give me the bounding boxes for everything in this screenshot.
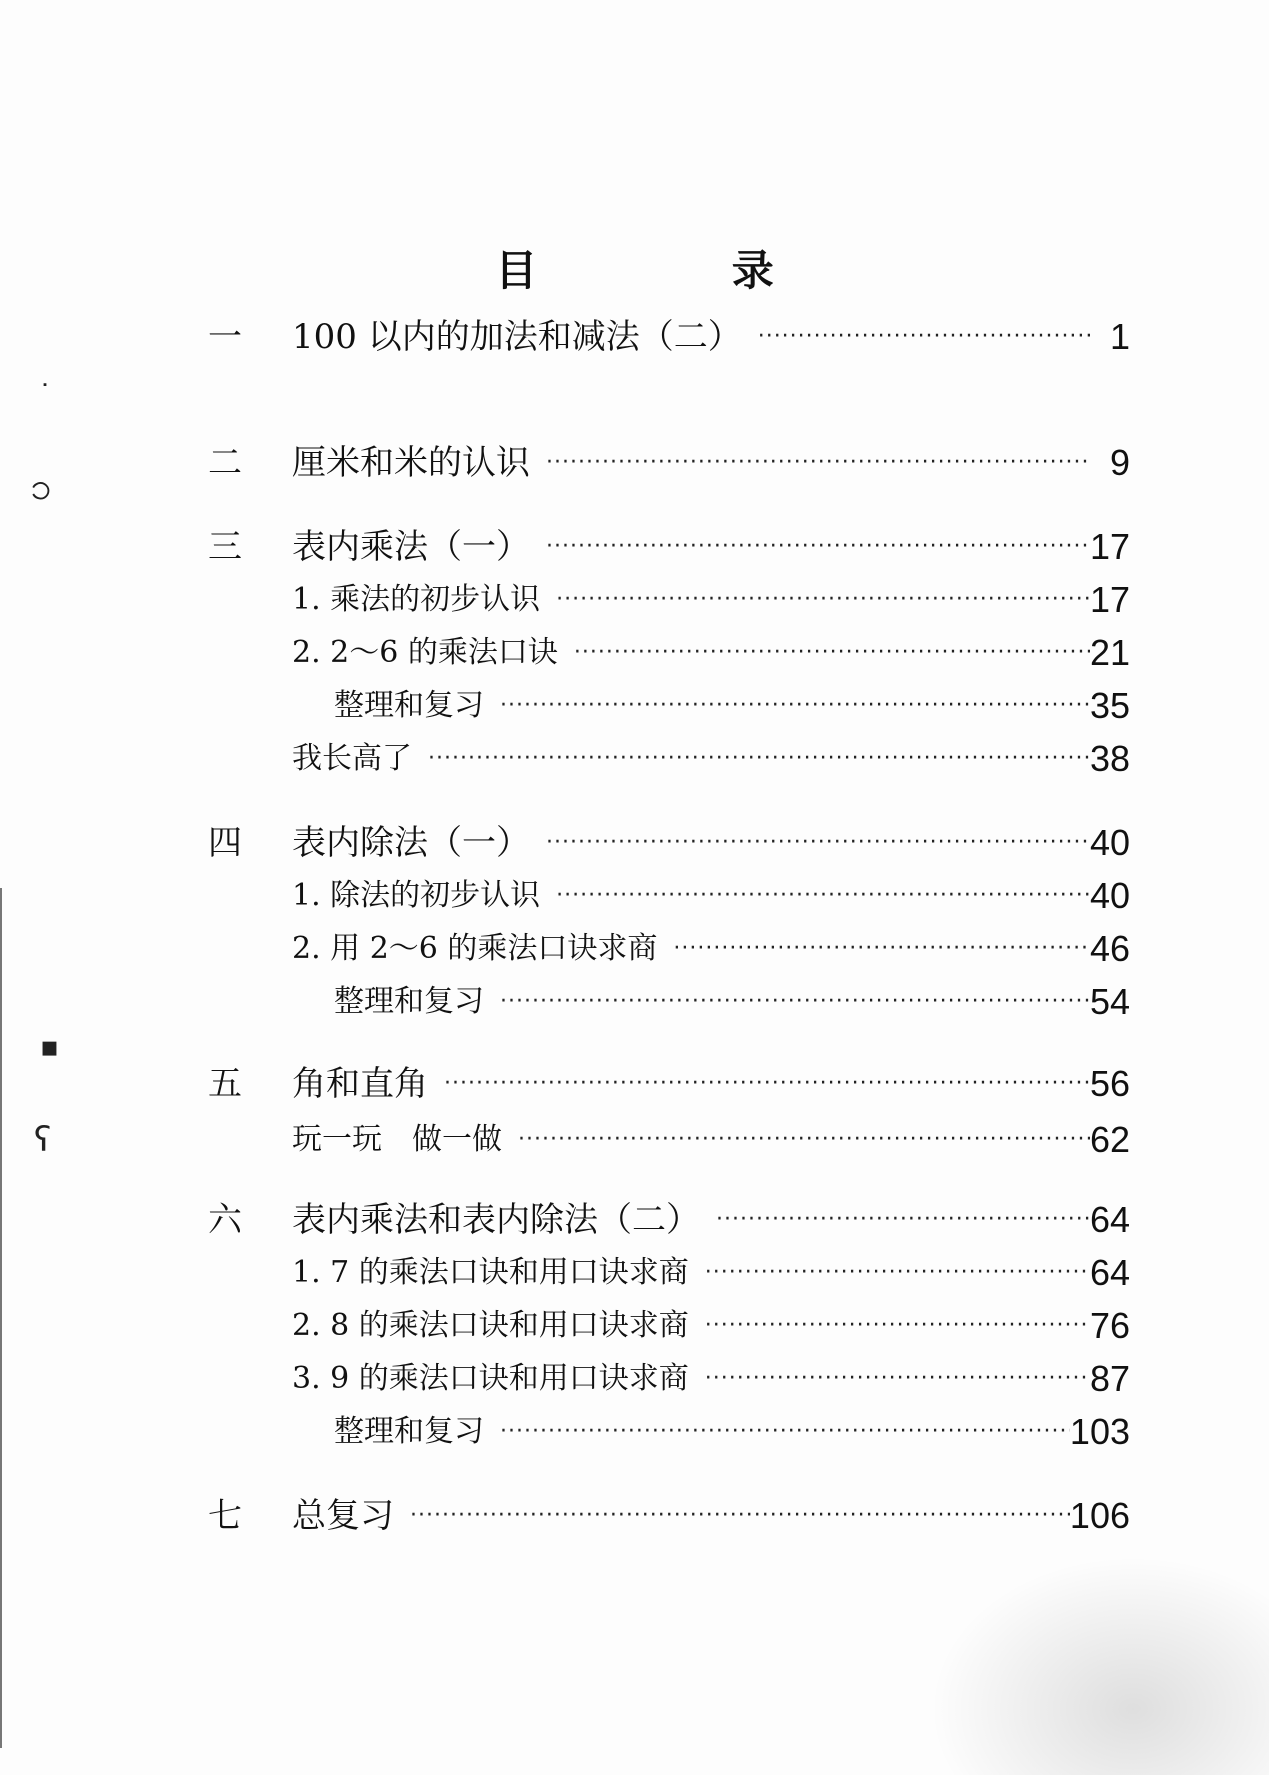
entry-page-number: 21	[1089, 632, 1130, 673]
leader-dots	[404, 1494, 1070, 1538]
toc-entry-section[interactable]	[334, 980, 1130, 1024]
entry-title: 2. 8 的乘法口诀和用口诀求商	[292, 1308, 689, 1343]
leader-dots	[568, 631, 1090, 675]
entry-page-number: 64	[1089, 1252, 1130, 1293]
chapter-number: 三	[208, 527, 242, 567]
margin-mark: ˙	[38, 378, 52, 411]
toc-entry-section[interactable]	[292, 737, 1130, 781]
margin-mark: ၁	[30, 464, 52, 508]
toc-entry-chapter[interactable]	[208, 1198, 1130, 1242]
toc-entry-section[interactable]	[292, 1304, 1130, 1348]
entry-page-number: 17	[1089, 579, 1130, 620]
margin-mark: ʕ	[34, 1120, 52, 1160]
leader-dots	[540, 525, 1090, 569]
toc-entry-chapter[interactable]	[208, 1062, 1130, 1106]
leader-dots	[512, 1118, 1090, 1162]
entry-title: 100 以内的加法和减法（二）	[292, 317, 742, 357]
chapter-number: 四	[208, 823, 242, 863]
entry-page-number: 35	[1089, 685, 1130, 726]
toc-entry-section[interactable]	[292, 927, 1130, 971]
entry-page-number: 106	[1069, 1495, 1130, 1536]
toc-entry-section[interactable]	[292, 1118, 1130, 1162]
toc-entry-chapter[interactable]	[208, 441, 1130, 485]
chapter-number: 一	[208, 317, 242, 357]
entry-page-number: 40	[1089, 822, 1130, 863]
entry-page-number: 1	[1109, 316, 1130, 357]
toc-entry-chapter[interactable]	[208, 315, 1130, 359]
entry-title: 1. 除法的初步认识	[292, 878, 541, 913]
leader-dots	[494, 980, 1090, 1024]
toc-entry-chapter[interactable]	[208, 821, 1130, 865]
entry-title: 厘米和米的认识	[292, 443, 530, 483]
leader-dots	[699, 1304, 1090, 1348]
chapter-number: 二	[208, 443, 242, 483]
entry-title: 我长高了	[292, 741, 412, 776]
entry-title: 整理和复习	[334, 1414, 484, 1449]
entry-title: 整理和复习	[334, 984, 484, 1019]
leader-dots	[699, 1357, 1090, 1401]
leader-dots	[422, 737, 1090, 781]
page-title: 目 录	[495, 246, 864, 295]
entry-page-number: 17	[1089, 526, 1130, 567]
entry-title: 1. 乘法的初步认识	[292, 582, 541, 617]
entry-page-number: 87	[1089, 1358, 1130, 1399]
entry-page-number: 46	[1089, 928, 1130, 969]
entry-page-number: 54	[1089, 981, 1130, 1022]
entry-title: 总复习	[292, 1496, 394, 1536]
toc-entry-chapter[interactable]	[208, 525, 1130, 569]
toc-entry-section[interactable]	[334, 1410, 1130, 1454]
leader-dots	[494, 684, 1090, 728]
leader-dots	[667, 927, 1090, 971]
toc-entry-section[interactable]	[292, 578, 1130, 622]
entry-title: 1. 7 的乘法口诀和用口诀求商	[292, 1255, 689, 1290]
entry-page-number: 56	[1089, 1063, 1130, 1104]
leader-dots	[438, 1062, 1090, 1106]
leader-dots	[550, 578, 1090, 622]
entry-page-number: 76	[1089, 1305, 1130, 1346]
entry-title: 表内乘法（一）	[292, 527, 530, 567]
entry-title: 3. 9 的乘法口诀和用口诀求商	[292, 1361, 689, 1396]
toc-entry-section[interactable]	[334, 684, 1130, 728]
chapter-number: 七	[208, 1496, 242, 1536]
entry-title: 表内乘法和表内除法（二）	[292, 1200, 700, 1240]
leader-dots	[699, 1251, 1090, 1295]
entry-title: 2. 用 2～6 的乘法口诀求商	[292, 931, 658, 966]
entry-page-number: 9	[1109, 442, 1130, 483]
toc-entry-section[interactable]	[292, 874, 1130, 918]
margin-mark: ▪	[40, 1030, 59, 1063]
entry-title: 表内除法（一）	[292, 823, 530, 863]
entry-page-number: 40	[1089, 875, 1130, 916]
chapter-number: 五	[208, 1064, 242, 1104]
entry-title: 玩一玩 做一做	[292, 1122, 502, 1157]
toc-entry-section[interactable]	[292, 631, 1130, 675]
entry-page-number: 103	[1069, 1411, 1130, 1452]
chapter-number: 六	[208, 1200, 242, 1240]
toc-entry-section[interactable]	[292, 1251, 1130, 1295]
leader-dots	[540, 821, 1090, 865]
toc-entry-chapter[interactable]	[208, 1494, 1130, 1538]
leader-dots	[550, 874, 1090, 918]
toc-entry-section[interactable]	[292, 1357, 1130, 1401]
leader-dots	[540, 441, 1090, 485]
entry-page-number: 64	[1089, 1199, 1130, 1240]
entry-title: 2. 2～6 的乘法口诀	[292, 635, 558, 670]
leader-dots	[752, 315, 1090, 359]
entry-title: 角和直角	[292, 1064, 428, 1104]
entry-page-number: 62	[1089, 1119, 1130, 1160]
entry-title: 整理和复习	[334, 688, 484, 723]
leader-dots	[710, 1198, 1090, 1242]
leader-dots	[494, 1410, 1070, 1454]
entry-page-number: 38	[1089, 738, 1130, 779]
